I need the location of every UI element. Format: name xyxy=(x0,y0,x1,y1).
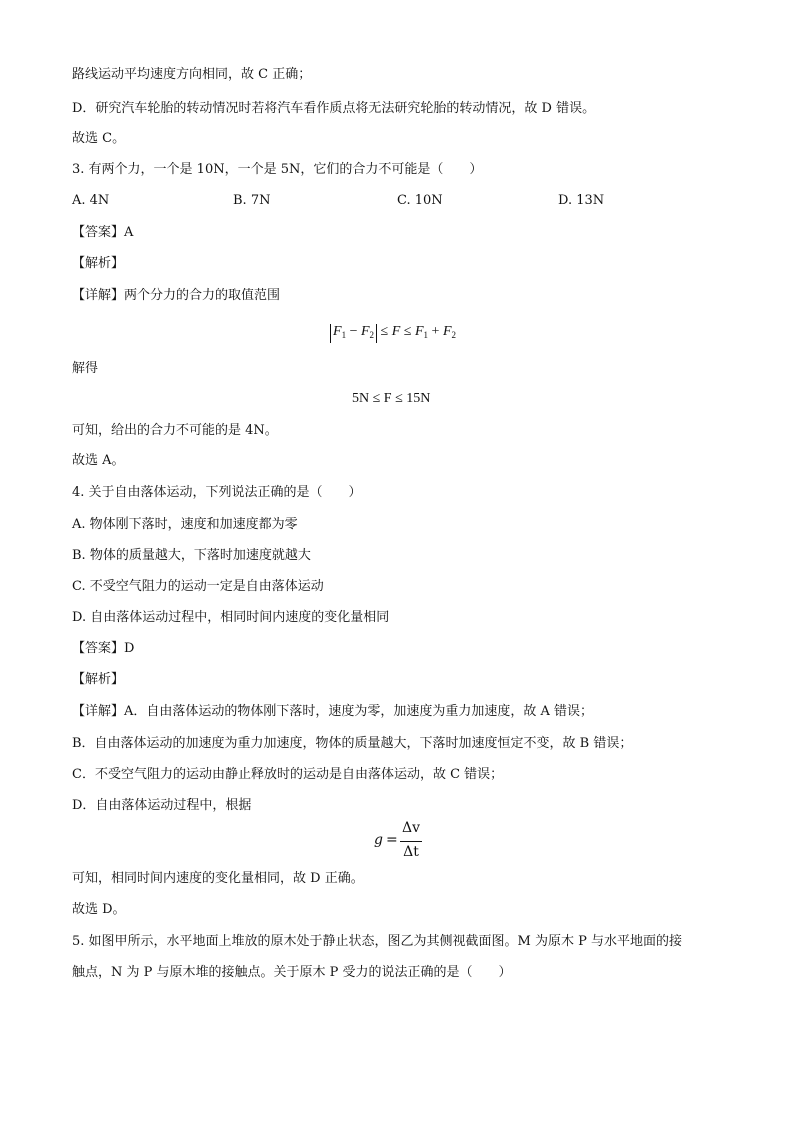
q4-option-c: C. 不受空气阻力的运动一定是自由落体运动 xyxy=(72,579,324,594)
q3-options xyxy=(72,192,732,210)
q4-analysis-heading: 【解析】 xyxy=(72,672,125,687)
q3-option-b: B. 7N xyxy=(233,193,271,208)
q4-option-a: A. 物体刚下落时，速度和加速度都为零 xyxy=(72,517,298,532)
formula-g-delta: g = Δv Δt xyxy=(374,820,421,860)
q3-analysis-heading: 【解析】 xyxy=(72,256,125,271)
q3-option-d: D. 13N xyxy=(558,193,605,208)
q4-conclusion: 可知，相同时间内速度的变化量相同，故 D 正确。 xyxy=(72,871,364,886)
absolute-value: $F_1 - F_2$ xyxy=(330,324,377,343)
q4-c-explanation: C．不受空气阻力的运动由静止释放时的运动是自由落体运动，故 C 错误； xyxy=(72,767,504,782)
q4-option-d: D. 自由落体运动过程中，相同时间内速度的变化量相同 xyxy=(72,610,390,625)
q3-option-a: A. 4N xyxy=(72,193,110,208)
q4-b-explanation: B．自由落体运动的加速度为重力加速度，物体的质量越大，下落时加速度恒定不变，故 B 错误； xyxy=(72,736,633,751)
q4-d-explanation: D．自由落体运动过程中，根据 xyxy=(72,798,252,813)
q4-option-b: B. 物体的质量越大，下落时加速度就越大 xyxy=(72,548,311,563)
q3-solve: 解得 xyxy=(72,361,99,376)
q3-detail: 【详解】两个分力的合力的取值范围 xyxy=(72,288,281,303)
text-line: 故选 C。 xyxy=(72,131,126,146)
q3-choose: 故选 A。 xyxy=(72,453,125,468)
question-3: 3. 有两个力，一个是 10N，一个是 5N，它们的合力不可能是（ ） xyxy=(72,162,483,177)
question-5-line-2: 触点，N 为 P 与原木堆的接触点。关于原木 P 受力的说法正确的是（ ） xyxy=(72,965,512,980)
formula-result-range: 5N ≤ F ≤ 15N xyxy=(352,391,431,406)
formula-force-range: $F_1 - F_2 \le F \le F_1 + F_2$ xyxy=(330,323,456,344)
fraction-bar xyxy=(400,841,422,842)
q4-answer: 【答案】D xyxy=(72,641,135,656)
q3-answer: 【答案】A xyxy=(72,225,134,240)
question-4: 4. 关于自由落体运动，下列说法正确的是（ ） xyxy=(72,485,362,500)
q4-choose: 故选 D。 xyxy=(72,902,126,917)
text-line: 路线运动平均速度方向相同，故 C 正确； xyxy=(72,67,312,82)
q3-option-c: C. 10N xyxy=(397,193,443,208)
q3-conclusion: 可知，给出的合力不可能的是 4N。 xyxy=(72,423,278,438)
text-line: D．研究汽车轮胎的转动情况时若将汽车看作质点将无法研究轮胎的转动情况，故 D 错误。 xyxy=(72,101,596,116)
question-5-line-1: 5. 如图甲所示，水平地面上堆放的原木处于静止状态，图乙为其侧视截面图。M 为原木 P 与水平地面的接 xyxy=(72,934,682,949)
q4-detail: 【详解】A．自由落体运动的物体刚下落时，速度为零，加速度为重力加速度，故 A 错误； xyxy=(72,704,594,719)
